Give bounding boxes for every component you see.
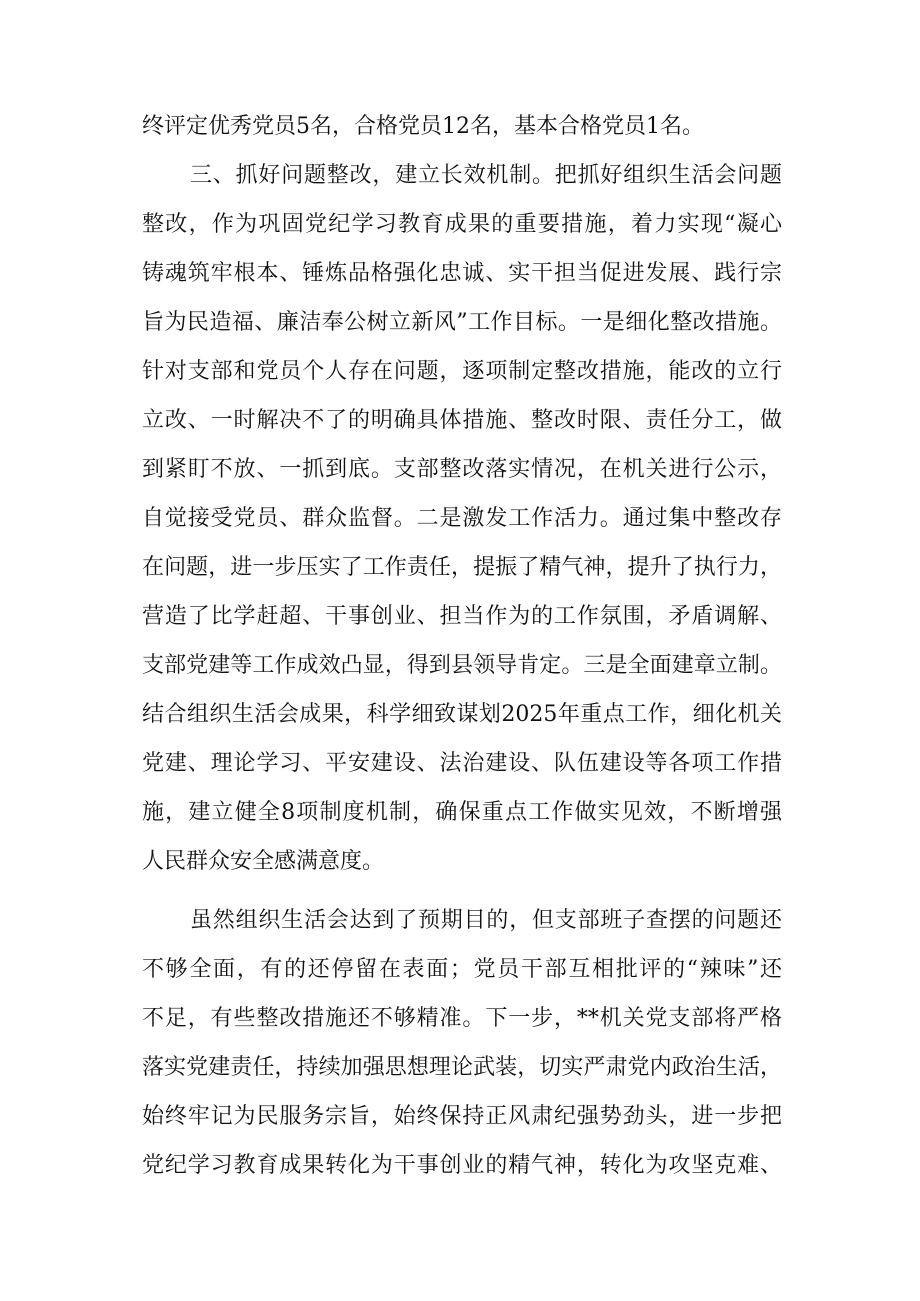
paragraph-line: 终评定优秀党员5名，合格党员12名，基本合格党员1名。 (142, 114, 704, 139)
paragraph-line: 党建、理论学习、平安建设、法治建设、队伍建设等各项工作措 (142, 751, 782, 776)
paragraph-line: 自觉接受党员、群众监督。二是激发工作活力。通过集中整改存 (142, 506, 782, 531)
paragraph-line: 旨为民造福、廉洁奉公树立新风”工作目标。一是细化整改措施。 (142, 310, 782, 335)
paragraph-line: 虽然组织生活会达到了预期目的，但支部班子查摆的问题还 (190, 908, 782, 933)
paragraph-line: 始终牢记为民服务宗旨，始终保持正风肃纪强势劲头，进一步把 (142, 1104, 782, 1129)
paragraph-line: 立改、一时解决不了的明确具体措施、整改时限、责任分工，做 (142, 408, 782, 433)
paragraph-line: 铸魂筑牢根本、锤炼品格强化忠诚、实干担当促进发展、践行宗 (142, 261, 782, 286)
paragraph-line: 不足，有些整改措施还不够精准。下一步，**机关党支部将严格 (142, 1006, 782, 1031)
paragraph-line: 在问题，进一步压实了工作责任，提振了精气神，提升了执行力， (142, 555, 782, 580)
paragraph-line: 整改，作为巩固党纪学习教育成果的重要措施，着力实现“凝心 (142, 212, 782, 237)
paragraph-line: 不够全面，有的还停留在表面；党员干部互相批评的“辣味”还 (142, 957, 782, 982)
paragraph-line: 针对支部和党员个人存在问题，逐项制定整改措施，能改的立行 (142, 359, 782, 384)
paragraph-line: 党纪学习教育成果转化为干事创业的精气神，转化为攻坚克难、 (142, 1153, 782, 1178)
paragraph-line: 营造了比学赶超、干事创业、担当作为的工作氛围，矛盾调解、 (142, 604, 782, 629)
paragraph-line: 人民群众安全感满意度。 (142, 849, 385, 874)
paragraph-line: 三、抓好问题整改，建立长效机制。把抓好组织生活会问题 (190, 163, 782, 188)
paragraph-line: 到紧盯不放、一抓到底。支部整改落实情况，在机关进行公示， (142, 457, 782, 482)
paragraph-line: 施，建立健全8项制度机制，确保重点工作做实见效，不断增强 (142, 800, 782, 825)
paragraph-line: 支部党建等工作成效凸显，得到县领导肯定。三是全面建章立制。 (142, 653, 782, 678)
paragraph-line: 结合组织生活会成果，科学细致谋划2025年重点工作，细化机关 (142, 702, 782, 727)
paragraph-line: 落实党建责任，持续加强思想理论武装，切实严肃党内政治生活， (142, 1055, 782, 1080)
